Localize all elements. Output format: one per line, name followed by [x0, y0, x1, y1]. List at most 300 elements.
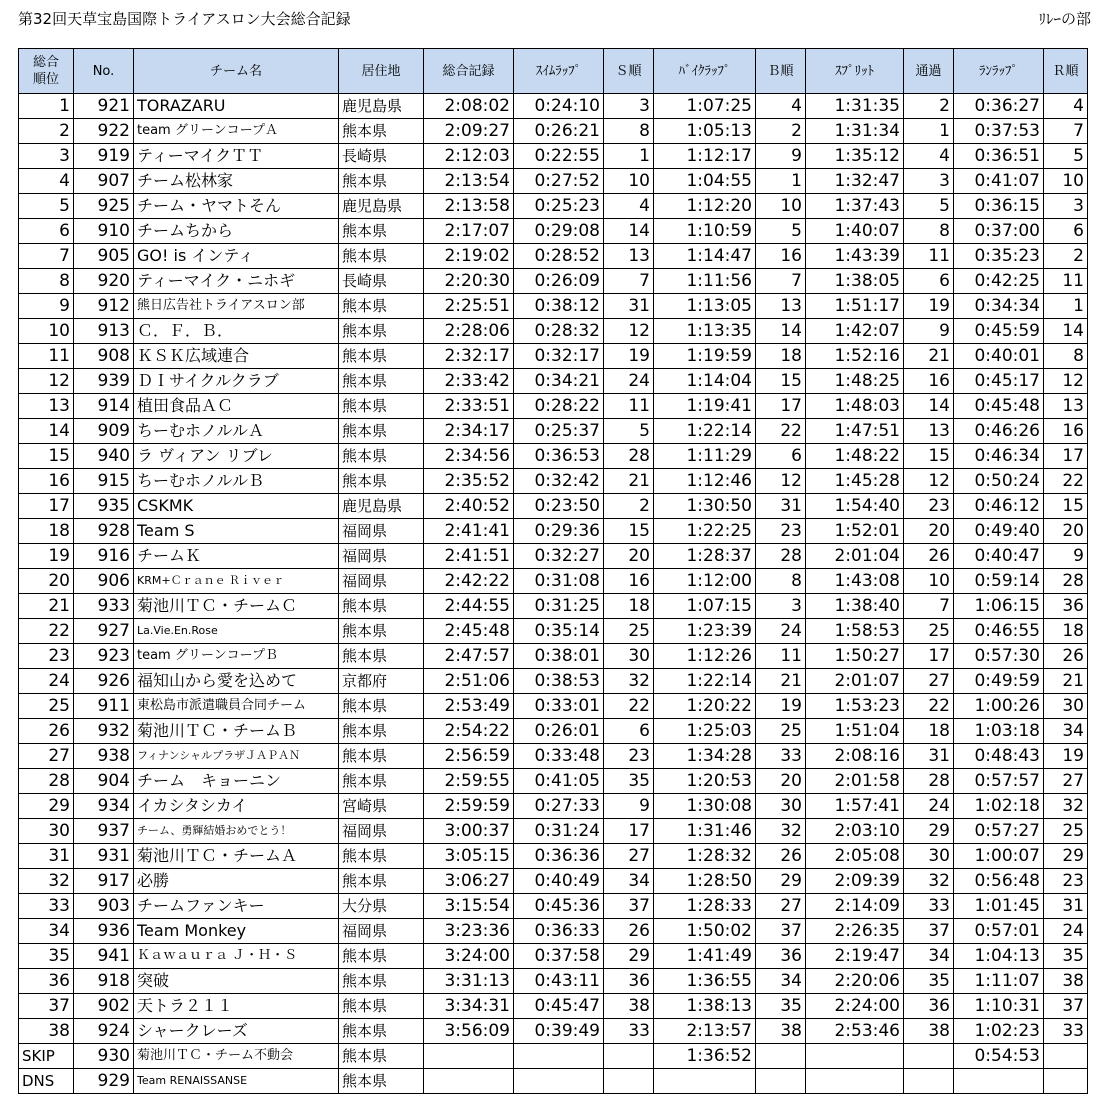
- cell-overall-rank: 11: [19, 344, 74, 369]
- cell-number: 919: [74, 144, 134, 169]
- table-row: [19, 1019, 1088, 1044]
- cell-team-name: チームファンキー: [134, 894, 339, 919]
- cell-bike-rank: 35: [756, 994, 806, 1019]
- cell-split: 1:47:51: [806, 419, 904, 444]
- cell-bike-lap: 1:36:55: [654, 969, 756, 994]
- cell-run-rank: 29: [1044, 844, 1088, 869]
- cell-swim-rank: 38: [604, 994, 654, 1019]
- cell-run-lap: 0:34:34: [954, 294, 1044, 319]
- cell-bike-lap: 1:20:22: [654, 694, 756, 719]
- cell-total-time: 3:56:09: [424, 1019, 514, 1044]
- cell-residence: 熊本県: [339, 319, 424, 344]
- cell-run-lap: 0:50:24: [954, 469, 1044, 494]
- cell-overall-rank: 35: [19, 944, 74, 969]
- table-row: [19, 369, 1088, 394]
- cell-run-rank: 36: [1044, 594, 1088, 619]
- cell-bike-lap: 1:50:02: [654, 919, 756, 944]
- cell-number: 918: [74, 969, 134, 994]
- cell-residence: 熊本県: [339, 119, 424, 144]
- cell-swim-lap: 0:25:23: [514, 194, 604, 219]
- cell-split: 2:03:10: [806, 819, 904, 844]
- cell-team-name: Team Monkey: [134, 919, 339, 944]
- cell-residence: 熊本県: [339, 844, 424, 869]
- table-row: [19, 819, 1088, 844]
- table-row: [19, 844, 1088, 869]
- cell-passing-rank: 7: [904, 594, 954, 619]
- cell-run-rank: 34: [1044, 719, 1088, 744]
- cell-bike-lap: 1:28:32: [654, 844, 756, 869]
- cell-swim-rank: 6: [604, 719, 654, 744]
- cell-swim-rank: 22: [604, 694, 654, 719]
- cell-team-name: 熊日広告社トライアスロン部: [134, 294, 339, 319]
- cell-total-time: 3:00:37: [424, 819, 514, 844]
- cell-team-name: チームＫ: [134, 544, 339, 569]
- cell-overall-rank: 16: [19, 469, 74, 494]
- cell-run-rank: 3: [1044, 194, 1088, 219]
- cell-team-name: イカシタシカイ: [134, 794, 339, 819]
- cell-passing-rank: 35: [904, 969, 954, 994]
- cell-residence: 熊本県: [339, 1019, 424, 1044]
- cell-run-rank: 33: [1044, 1019, 1088, 1044]
- cell-run-lap: 1:02:18: [954, 794, 1044, 819]
- cell-split: 1:37:43: [806, 194, 904, 219]
- cell-team-name: チーム・ヤマトそん: [134, 194, 339, 219]
- cell-bike-rank: 11: [756, 644, 806, 669]
- cell-number: 904: [74, 769, 134, 794]
- cell-swim-lap: 0:27:52: [514, 169, 604, 194]
- table-row: [19, 519, 1088, 544]
- header-split: ｽﾌﾟﾘｯﾄ: [806, 49, 904, 94]
- cell-run-rank: 19: [1044, 744, 1088, 769]
- cell-residence: 熊本県: [339, 1069, 424, 1094]
- cell-team-name: チーム松林家: [134, 169, 339, 194]
- cell-bike-lap: 1:30:50: [654, 494, 756, 519]
- cell-split: 1:58:53: [806, 619, 904, 644]
- cell-swim-rank: 32: [604, 669, 654, 694]
- cell-overall-rank: 7: [19, 244, 74, 269]
- cell-passing-rank: 37: [904, 919, 954, 944]
- cell-overall-rank: 1: [19, 94, 74, 119]
- cell-team-name: CSKMK: [134, 494, 339, 519]
- cell-number: 911: [74, 694, 134, 719]
- cell-run-rank: 2: [1044, 244, 1088, 269]
- cell-run-rank: 25: [1044, 819, 1088, 844]
- cell-number: 934: [74, 794, 134, 819]
- cell-swim-lap: 0:36:33: [514, 919, 604, 944]
- cell-total-time: 2:25:51: [424, 294, 514, 319]
- cell-split: [806, 1044, 904, 1069]
- cell-swim-rank: 26: [604, 919, 654, 944]
- cell-overall-rank: 22: [19, 619, 74, 644]
- cell-swim-lap: 0:43:11: [514, 969, 604, 994]
- cell-run-rank: 16: [1044, 419, 1088, 444]
- cell-run-rank: 30: [1044, 694, 1088, 719]
- cell-residence: 鹿児島県: [339, 194, 424, 219]
- cell-residence: 宮崎県: [339, 794, 424, 819]
- cell-team-name: ちーむホノルルＢ: [134, 469, 339, 494]
- cell-bike-rank: 26: [756, 844, 806, 869]
- cell-team-name: シャークレーズ: [134, 1019, 339, 1044]
- cell-total-time: 3:24:00: [424, 944, 514, 969]
- cell-swim-lap: 0:38:01: [514, 644, 604, 669]
- cell-overall-rank: 27: [19, 744, 74, 769]
- cell-run-lap: 0:57:57: [954, 769, 1044, 794]
- cell-bike-lap: 1:04:55: [654, 169, 756, 194]
- cell-number: 926: [74, 669, 134, 694]
- cell-total-time: 2:47:57: [424, 644, 514, 669]
- table-row: [19, 394, 1088, 419]
- table-row: [19, 419, 1088, 444]
- cell-swim-lap: 0:38:53: [514, 669, 604, 694]
- cell-bike-rank: [756, 1069, 806, 1094]
- cell-overall-rank: 19: [19, 544, 74, 569]
- cell-team-name: 東松島市派遣職員合同チーム: [134, 694, 339, 719]
- cell-swim-lap: 0:25:37: [514, 419, 604, 444]
- table-row: [19, 569, 1088, 594]
- cell-team-name: La.Vie.En.Rose: [134, 619, 339, 644]
- cell-split: 1:32:47: [806, 169, 904, 194]
- cell-residence: 熊本県: [339, 969, 424, 994]
- cell-run-lap: 0:35:23: [954, 244, 1044, 269]
- cell-swim-rank: 29: [604, 944, 654, 969]
- cell-split: 2:05:08: [806, 844, 904, 869]
- cell-total-time: 2:13:54: [424, 169, 514, 194]
- cell-overall-rank: 14: [19, 419, 74, 444]
- cell-swim-rank: 34: [604, 869, 654, 894]
- cell-run-rank: 4: [1044, 94, 1088, 119]
- cell-run-lap: 0:41:07: [954, 169, 1044, 194]
- cell-overall-rank: 24: [19, 669, 74, 694]
- cell-bike-lap: 1:10:59: [654, 219, 756, 244]
- cell-bike-lap: 1:25:03: [654, 719, 756, 744]
- cell-total-time: 2:34:56: [424, 444, 514, 469]
- cell-number: 917: [74, 869, 134, 894]
- cell-split: 1:31:35: [806, 94, 904, 119]
- cell-number: 921: [74, 94, 134, 119]
- cell-swim-lap: 0:32:17: [514, 344, 604, 369]
- table-row: [19, 944, 1088, 969]
- cell-residence: 熊本県: [339, 469, 424, 494]
- cell-residence: 熊本県: [339, 1044, 424, 1069]
- table-row: [19, 294, 1088, 319]
- table-row: [19, 694, 1088, 719]
- cell-number: 922: [74, 119, 134, 144]
- table-row: [19, 969, 1088, 994]
- cell-passing-rank: 13: [904, 419, 954, 444]
- table-row: [19, 144, 1088, 169]
- cell-bike-lap: 1:19:41: [654, 394, 756, 419]
- cell-swim-lap: 0:26:21: [514, 119, 604, 144]
- cell-bike-lap: 1:05:13: [654, 119, 756, 144]
- cell-swim-lap: 0:31:25: [514, 594, 604, 619]
- cell-team-name: TORAZARU: [134, 94, 339, 119]
- cell-swim-lap: 0:28:32: [514, 319, 604, 344]
- cell-run-lap: 1:04:13: [954, 944, 1044, 969]
- cell-total-time: 2:17:07: [424, 219, 514, 244]
- cell-split: 1:50:27: [806, 644, 904, 669]
- cell-number: 931: [74, 844, 134, 869]
- cell-overall-rank: SKIP: [19, 1044, 74, 1069]
- cell-split: 2:24:00: [806, 994, 904, 1019]
- cell-split: 2:01:07: [806, 669, 904, 694]
- cell-overall-rank: 31: [19, 844, 74, 869]
- cell-run-lap: 0:36:27: [954, 94, 1044, 119]
- cell-swim-lap: 0:24:10: [514, 94, 604, 119]
- cell-bike-lap: 1:12:20: [654, 194, 756, 219]
- cell-residence: 福岡県: [339, 569, 424, 594]
- cell-team-name: ちーむホノルルＡ: [134, 419, 339, 444]
- cell-swim-lap: 0:33:48: [514, 744, 604, 769]
- cell-run-rank: 22: [1044, 469, 1088, 494]
- cell-overall-rank: 2: [19, 119, 74, 144]
- cell-overall-rank: 21: [19, 594, 74, 619]
- cell-passing-rank: 38: [904, 1019, 954, 1044]
- table-row: [19, 219, 1088, 244]
- cell-bike-lap: 1:12:26: [654, 644, 756, 669]
- cell-run-lap: 0:40:47: [954, 544, 1044, 569]
- cell-residence: 福岡県: [339, 519, 424, 544]
- cell-run-lap: 1:06:15: [954, 594, 1044, 619]
- header-swim-lap: ｽｲﾑﾗｯﾌﾟ: [514, 49, 604, 94]
- cell-total-time: 2:44:55: [424, 594, 514, 619]
- cell-bike-lap: 1:07:25: [654, 94, 756, 119]
- cell-bike-rank: 38: [756, 1019, 806, 1044]
- cell-swim-lap: 0:26:09: [514, 269, 604, 294]
- table-row: [19, 1044, 1088, 1069]
- cell-residence: 熊本県: [339, 344, 424, 369]
- cell-overall-rank: 13: [19, 394, 74, 419]
- header-number: No.: [74, 49, 134, 94]
- cell-swim-lap: 0:38:12: [514, 294, 604, 319]
- cell-overall-rank: 15: [19, 444, 74, 469]
- cell-split: 1:35:12: [806, 144, 904, 169]
- cell-total-time: 2:33:51: [424, 394, 514, 419]
- cell-residence: 熊本県: [339, 694, 424, 719]
- cell-bike-lap: 1:31:46: [654, 819, 756, 844]
- cell-number: 913: [74, 319, 134, 344]
- cell-split: 1:43:08: [806, 569, 904, 594]
- cell-run-lap: 1:02:23: [954, 1019, 1044, 1044]
- cell-passing-rank: 6: [904, 269, 954, 294]
- cell-team-name: チーム キョーニン: [134, 769, 339, 794]
- cell-passing-rank: 32: [904, 869, 954, 894]
- cell-passing-rank: 31: [904, 744, 954, 769]
- cell-run-rank: 6: [1044, 219, 1088, 244]
- cell-swim-rank: 31: [604, 294, 654, 319]
- cell-bike-rank: 37: [756, 919, 806, 944]
- cell-team-name: 必勝: [134, 869, 339, 894]
- cell-overall-rank: 29: [19, 794, 74, 819]
- cell-passing-rank: 5: [904, 194, 954, 219]
- cell-residence: 熊本県: [339, 244, 424, 269]
- cell-overall-rank: 36: [19, 969, 74, 994]
- cell-passing-rank: 9: [904, 319, 954, 344]
- cell-team-name: Team S: [134, 519, 339, 544]
- cell-run-lap: 0:45:17: [954, 369, 1044, 394]
- cell-number: 924: [74, 1019, 134, 1044]
- cell-number: 914: [74, 394, 134, 419]
- cell-split: 2:19:47: [806, 944, 904, 969]
- cell-number: 929: [74, 1069, 134, 1094]
- cell-bike-rank: 24: [756, 619, 806, 644]
- cell-split: 1:54:40: [806, 494, 904, 519]
- cell-run-lap: 0:56:48: [954, 869, 1044, 894]
- table-row: [19, 769, 1088, 794]
- cell-overall-rank: 4: [19, 169, 74, 194]
- cell-bike-lap: 1:28:50: [654, 869, 756, 894]
- cell-team-name: 菊池川ＴＣ・チームＡ: [134, 844, 339, 869]
- cell-run-rank: 7: [1044, 119, 1088, 144]
- cell-number: 909: [74, 419, 134, 444]
- cell-passing-rank: 8: [904, 219, 954, 244]
- cell-swim-lap: 0:29:08: [514, 219, 604, 244]
- cell-run-rank: 11: [1044, 269, 1088, 294]
- cell-bike-rank: 19: [756, 694, 806, 719]
- cell-split: 2:01:58: [806, 769, 904, 794]
- cell-split: [806, 1069, 904, 1094]
- cell-overall-rank: 23: [19, 644, 74, 669]
- cell-swim-rank: [604, 1044, 654, 1069]
- cell-bike-lap: 1:20:53: [654, 769, 756, 794]
- cell-residence: 長崎県: [339, 144, 424, 169]
- cell-run-rank: 28: [1044, 569, 1088, 594]
- cell-total-time: 2:33:42: [424, 369, 514, 394]
- cell-number: 927: [74, 619, 134, 644]
- cell-overall-rank: 3: [19, 144, 74, 169]
- cell-run-rank: 32: [1044, 794, 1088, 819]
- cell-bike-lap: 1:11:29: [654, 444, 756, 469]
- cell-total-time: 3:05:15: [424, 844, 514, 869]
- cell-run-lap: 1:10:31: [954, 994, 1044, 1019]
- page-title: 第32回天草宝島国際トライアスロン大会総合記録: [18, 10, 351, 28]
- cell-run-lap: 0:59:14: [954, 569, 1044, 594]
- cell-run-lap: 0:40:01: [954, 344, 1044, 369]
- cell-bike-rank: 5: [756, 219, 806, 244]
- cell-number: 939: [74, 369, 134, 394]
- cell-passing-rank: 27: [904, 669, 954, 694]
- header-run-rank: Ｒ順: [1044, 49, 1088, 94]
- cell-residence: 熊本県: [339, 419, 424, 444]
- cell-total-time: 2:32:17: [424, 344, 514, 369]
- cell-bike-rank: 18: [756, 344, 806, 369]
- cell-residence: 熊本県: [339, 944, 424, 969]
- cell-total-time: 2:45:48: [424, 619, 514, 644]
- cell-run-rank: 38: [1044, 969, 1088, 994]
- cell-run-lap: 0:57:30: [954, 644, 1044, 669]
- cell-team-name: 菊池川ＴＣ・チームＣ: [134, 594, 339, 619]
- cell-run-lap: 1:11:07: [954, 969, 1044, 994]
- cell-overall-rank: 38: [19, 1019, 74, 1044]
- cell-residence: 福岡県: [339, 919, 424, 944]
- cell-passing-rank: 10: [904, 569, 954, 594]
- cell-run-rank: 24: [1044, 919, 1088, 944]
- cell-split: 1:57:41: [806, 794, 904, 819]
- cell-split: 2:14:09: [806, 894, 904, 919]
- cell-swim-lap: 0:45:36: [514, 894, 604, 919]
- cell-overall-rank: 18: [19, 519, 74, 544]
- cell-swim-rank: [604, 1069, 654, 1094]
- cell-passing-rank: 18: [904, 719, 954, 744]
- cell-swim-rank: 25: [604, 619, 654, 644]
- cell-overall-rank: 10: [19, 319, 74, 344]
- cell-total-time: 2:40:52: [424, 494, 514, 519]
- cell-swim-rank: 8: [604, 119, 654, 144]
- cell-swim-lap: 0:40:49: [514, 869, 604, 894]
- cell-bike-rank: [756, 1044, 806, 1069]
- cell-run-lap: 0:46:55: [954, 619, 1044, 644]
- cell-number: 940: [74, 444, 134, 469]
- cell-team-name: 福知山から愛を込めて: [134, 669, 339, 694]
- cell-split: 2:20:06: [806, 969, 904, 994]
- cell-bike-rank: 2: [756, 119, 806, 144]
- cell-number: 936: [74, 919, 134, 944]
- cell-bike-lap: 1:12:17: [654, 144, 756, 169]
- cell-run-rank: 15: [1044, 494, 1088, 519]
- table-row: [19, 894, 1088, 919]
- table-row: [19, 244, 1088, 269]
- cell-bike-lap: 1:22:25: [654, 519, 756, 544]
- cell-swim-lap: 0:41:05: [514, 769, 604, 794]
- cell-residence: 熊本県: [339, 994, 424, 1019]
- cell-bike-rank: 20: [756, 769, 806, 794]
- cell-bike-rank: 17: [756, 394, 806, 419]
- cell-swim-lap: [514, 1044, 604, 1069]
- cell-passing-rank: 4: [904, 144, 954, 169]
- cell-overall-rank: 25: [19, 694, 74, 719]
- cell-swim-rank: 17: [604, 819, 654, 844]
- cell-residence: 熊本県: [339, 869, 424, 894]
- cell-split: 1:51:17: [806, 294, 904, 319]
- cell-run-lap: 0:49:59: [954, 669, 1044, 694]
- cell-bike-lap: 1:36:52: [654, 1044, 756, 1069]
- cell-total-time: 2:41:51: [424, 544, 514, 569]
- cell-team-name: ＫＳＫ広域連合: [134, 344, 339, 369]
- cell-team-name: チーム、勇輝結婚おめでとう！: [134, 819, 339, 844]
- header-row: [19, 49, 1088, 94]
- cell-passing-rank: 29: [904, 819, 954, 844]
- cell-bike-rank: 14: [756, 319, 806, 344]
- cell-run-rank: 8: [1044, 344, 1088, 369]
- cell-number: 916: [74, 544, 134, 569]
- cell-split: 1:53:23: [806, 694, 904, 719]
- results-table: [18, 48, 1088, 1094]
- cell-bike-lap: 1:28:33: [654, 894, 756, 919]
- cell-bike-rank: 3: [756, 594, 806, 619]
- cell-residence: 熊本県: [339, 619, 424, 644]
- cell-bike-rank: 32: [756, 819, 806, 844]
- table-row: [19, 619, 1088, 644]
- cell-run-rank: 10: [1044, 169, 1088, 194]
- cell-passing-rank: 28: [904, 769, 954, 794]
- cell-swim-lap: 0:28:22: [514, 394, 604, 419]
- cell-bike-rank: 7: [756, 269, 806, 294]
- cell-swim-lap: 0:22:55: [514, 144, 604, 169]
- division-label: ﾘﾚｰの部: [1038, 10, 1091, 28]
- table-row: [19, 719, 1088, 744]
- table-row: [19, 169, 1088, 194]
- cell-number: 902: [74, 994, 134, 1019]
- cell-bike-rank: 29: [756, 869, 806, 894]
- cell-split: 2:26:35: [806, 919, 904, 944]
- cell-team-name: 植田食品ＡＣ: [134, 394, 339, 419]
- cell-split: 1:45:28: [806, 469, 904, 494]
- cell-residence: 熊本県: [339, 294, 424, 319]
- cell-run-rank: 20: [1044, 519, 1088, 544]
- cell-team-name: 菊池川ＴＣ・チームＢ: [134, 719, 339, 744]
- cell-overall-rank: 6: [19, 219, 74, 244]
- cell-residence: 長崎県: [339, 269, 424, 294]
- cell-residence: 熊本県: [339, 594, 424, 619]
